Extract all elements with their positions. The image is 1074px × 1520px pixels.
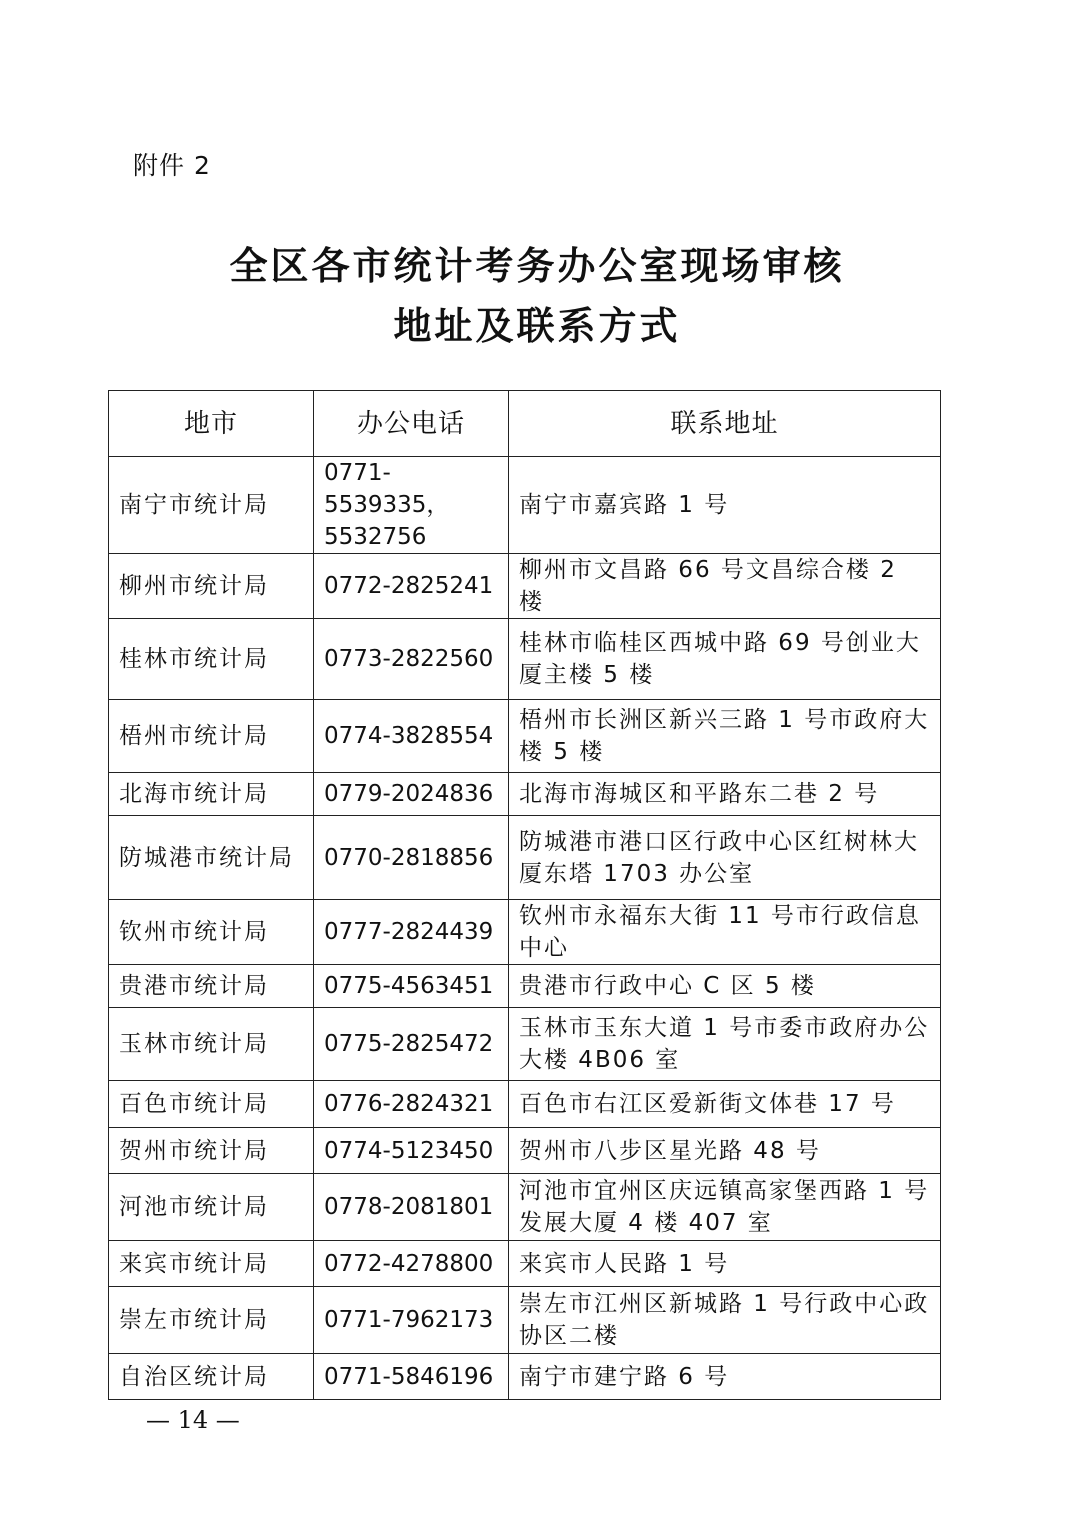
table-row: [109, 1354, 941, 1400]
document-title-line-1: 全区各市统计考务办公室现场审核: [229, 243, 845, 288]
table-row: [109, 1081, 941, 1128]
address-cell: 柳州市文昌路 66 号文昌综合楼 2 楼: [509, 554, 941, 619]
address-cell: 钦州市永福东大街 11 号市行政信息中心: [509, 900, 941, 965]
phone-cell: 0772-2825241: [314, 554, 509, 619]
phone-cell: 0775-4563451: [314, 965, 509, 1008]
phone-cell: 0775-2825472: [314, 1008, 509, 1081]
table-row: [109, 457, 941, 554]
address-cell: 贺州市八步区星光路 48 号: [509, 1128, 941, 1174]
table-row: [109, 1008, 941, 1081]
phone-cell: 0774-3828554: [314, 700, 509, 773]
city-cell: 自治区统计局: [109, 1354, 314, 1400]
city-cell: 防城港市统计局: [109, 816, 314, 900]
address-cell: 桂林市临桂区西城中路 69 号创业大厦主楼 5 楼: [509, 619, 941, 700]
address-cell: 玉林市玉东大道 1 号市委市政府办公大楼 4B06 室: [509, 1008, 941, 1081]
document-title-line-2: 地址及联系方式: [393, 303, 681, 348]
table-row: [109, 1174, 941, 1241]
city-cell: 柳州市统计局: [109, 554, 314, 619]
phone-cell: 0771-7962173: [314, 1287, 509, 1354]
table-row: [109, 700, 941, 773]
address-cell: 河池市宜州区庆远镇高家堡西路 1 号发展大厦 4 楼 407 室: [509, 1174, 941, 1241]
header-address: 联系地址: [509, 391, 941, 457]
phone-cell: 0770-2818856: [314, 816, 509, 900]
city-cell: 桂林市统计局: [109, 619, 314, 700]
city-cell: 南宁市统计局: [109, 457, 314, 554]
city-cell: 崇左市统计局: [109, 1287, 314, 1354]
phone-cell: 0776-2824321: [314, 1081, 509, 1128]
phone-cell: 0771-5539335，5532756: [314, 457, 509, 554]
phone-cell: 0771-5846196: [314, 1354, 509, 1400]
address-cell: 梧州市长洲区新兴三路 1 号市政府大楼 5 楼: [509, 700, 941, 773]
contacts-table: [108, 390, 941, 1400]
city-cell: 玉林市统计局: [109, 1008, 314, 1081]
address-cell: 南宁市嘉宾路 1 号: [509, 457, 941, 554]
city-cell: 梧州市统计局: [109, 700, 314, 773]
city-cell: 百色市统计局: [109, 1081, 314, 1128]
city-cell: 贵港市统计局: [109, 965, 314, 1008]
phone-cell: 0779-2024836: [314, 773, 509, 816]
table-row: [109, 1287, 941, 1354]
phone-cell: 0773-2822560: [314, 619, 509, 700]
phone-cell: 0777-2824439: [314, 900, 509, 965]
table-header-row: [109, 391, 941, 457]
table-row: [109, 1128, 941, 1174]
city-cell: 来宾市统计局: [109, 1241, 314, 1287]
phone-cell: 0774-5123450: [314, 1128, 509, 1174]
table-row: [109, 773, 941, 816]
phone-cell: 0772-4278800: [314, 1241, 509, 1287]
header-phone: 办公电话: [314, 391, 509, 457]
page-number: — 14 —: [146, 1406, 240, 1434]
header-city: 地市: [109, 391, 314, 457]
address-cell: 来宾市人民路 1 号: [509, 1241, 941, 1287]
table-row: [109, 1241, 941, 1287]
city-cell: 贺州市统计局: [109, 1128, 314, 1174]
table-row: [109, 816, 941, 900]
table-row: [109, 619, 941, 700]
city-cell: 钦州市统计局: [109, 900, 314, 965]
address-cell: 崇左市江州区新城路 1 号行政中心政协区二楼: [509, 1287, 941, 1354]
table-row: [109, 900, 941, 965]
address-cell: 北海市海城区和平路东二巷 2 号: [509, 773, 941, 816]
city-cell: 河池市统计局: [109, 1174, 314, 1241]
table-row: [109, 965, 941, 1008]
table-row: [109, 554, 941, 619]
phone-cell: 0778-2081801: [314, 1174, 509, 1241]
address-cell: 防城港市港口区行政中心区红树林大厦东塔 1703 办公室: [509, 816, 941, 900]
city-cell: 北海市统计局: [109, 773, 314, 816]
attachment-label: 附件 2: [133, 151, 211, 180]
address-cell: 贵港市行政中心 C 区 5 楼: [509, 965, 941, 1008]
address-cell: 百色市右江区爱新街文体巷 17 号: [509, 1081, 941, 1128]
address-cell: 南宁市建宁路 6 号: [509, 1354, 941, 1400]
